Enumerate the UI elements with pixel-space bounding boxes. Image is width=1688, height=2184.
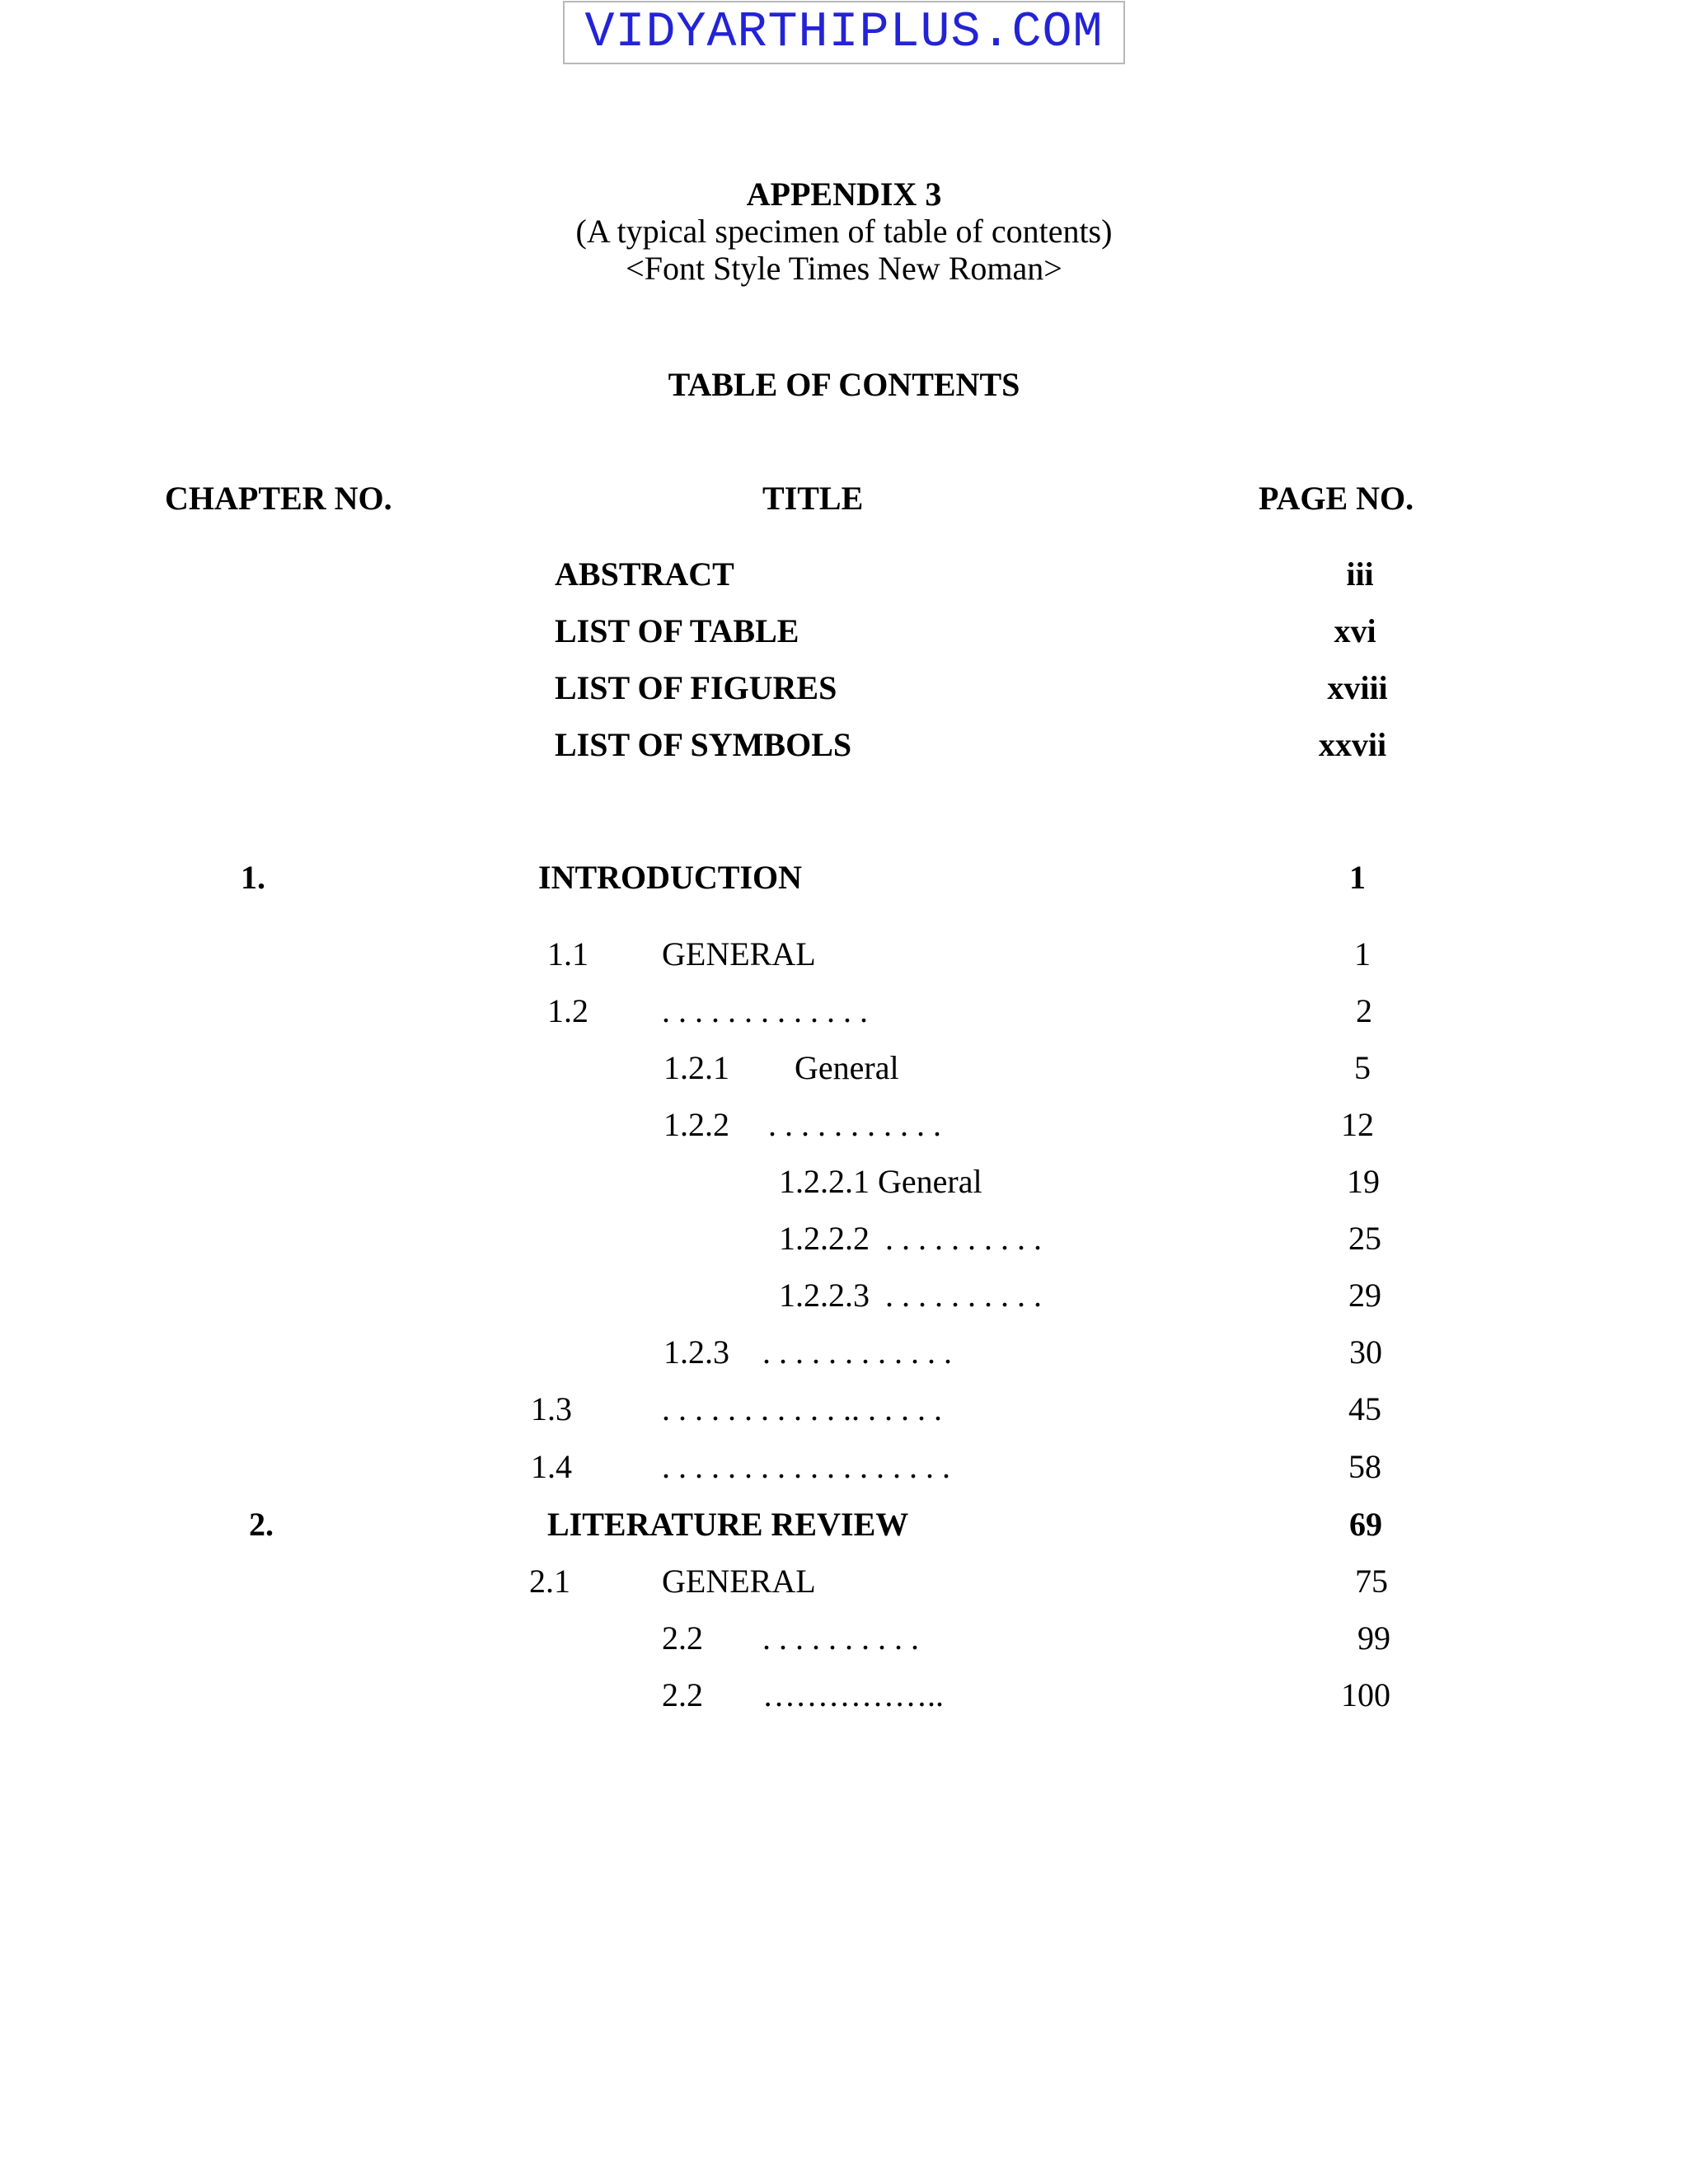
specimen-subtitle: (A typical specimen of table of contents) [575, 213, 1113, 250]
toc-entry-title: INTRODUCTION [538, 859, 803, 896]
toc-entry-number: 1.4 [531, 1448, 572, 1485]
toc-entry-page: 19 [1347, 1163, 1380, 1200]
toc-entry-page: 75 [1355, 1563, 1388, 1600]
toc-entry-number: 2.2 [662, 1676, 703, 1713]
toc-entry-title: . . . . . . . . . . [885, 1277, 1042, 1314]
toc-entry-page: 1 [1354, 935, 1371, 972]
toc-entry-title: . . . . . . . . . . . . [762, 1333, 952, 1371]
toc-entry-page: 5 [1354, 1049, 1371, 1086]
toc-entry-page: 1 [1349, 859, 1366, 896]
toc-entry-number: 1.3 [531, 1390, 572, 1427]
toc-entry-page: 29 [1348, 1277, 1381, 1314]
toc-entry-page: 30 [1349, 1333, 1382, 1371]
toc-entry-number: 1.2.2.3 [779, 1277, 870, 1314]
toc-entry-page: 58 [1348, 1448, 1381, 1485]
toc-entry-number: 2.2 [662, 1619, 703, 1657]
header-chapter-no: CHAPTER NO. [165, 480, 392, 517]
toc-entry-title: . . . . . . . . . . . . . . . . . . [662, 1448, 950, 1485]
toc-entry-number: 1.1 [547, 935, 588, 972]
toc-title-list-of-figures: LIST OF FIGURES [555, 669, 837, 706]
toc-entry-page: 2 [1356, 992, 1372, 1029]
toc-entry-title: . . . . . . . . . . . .. . . . . . [662, 1390, 942, 1427]
watermark-logo: VIDYARTHIPLUS.COM [563, 1, 1125, 64]
toc-entry-page: 100 [1341, 1676, 1390, 1713]
toc-entry-page: 69 [1349, 1506, 1382, 1543]
toc-entry-title: . . . . . . . . . . [762, 1619, 919, 1657]
toc-page-list-of-symbols: xxvii [1318, 726, 1387, 763]
header-title: TITLE [762, 480, 864, 517]
toc-chapter-number: 1. [241, 859, 265, 896]
toc-title: TABLE OF CONTENTS [668, 366, 1020, 403]
toc-entry-page: 45 [1348, 1390, 1381, 1427]
toc-entry-number: 2.1 [529, 1563, 570, 1600]
toc-entry-page: 99 [1357, 1619, 1390, 1657]
toc-entry-title: General [795, 1049, 899, 1086]
font-note: <Font Style Times New Roman> [626, 250, 1062, 287]
toc-entry-number: 1.2 [547, 992, 588, 1029]
toc-entry-title: LITERATURE REVIEW [547, 1506, 909, 1543]
toc-title-list-of-symbols: LIST OF SYMBOLS [555, 726, 852, 763]
toc-entry-page: 25 [1348, 1220, 1381, 1257]
toc-page-list-of-table: xvi [1334, 612, 1376, 649]
toc-entry-number: 1.2.2.2 [779, 1220, 870, 1257]
toc-entry-number: 1.2.3 [663, 1333, 729, 1371]
toc-entry-title: GENERAL [662, 935, 816, 972]
toc-title-abstract: ABSTRACT [555, 555, 734, 593]
toc-entry-number: 1.2.1 [663, 1049, 729, 1086]
toc-chapter-number: 2. [249, 1506, 274, 1543]
toc-title-list-of-table: LIST OF TABLE [555, 612, 799, 649]
toc-page-list-of-figures: xviii [1327, 669, 1388, 706]
toc-entry-title: …………….. [762, 1676, 944, 1713]
toc-entry-title: General [878, 1163, 982, 1200]
toc-entry-page: 12 [1341, 1106, 1374, 1143]
appendix-title: APPENDIX 3 [746, 176, 942, 213]
toc-entry-number: 1.2.2.1 [779, 1163, 870, 1200]
toc-entry-title: . . . . . . . . . . . [768, 1106, 941, 1143]
toc-entry-title: GENERAL [662, 1563, 816, 1600]
toc-entry-title: . . . . . . . . . . [885, 1220, 1042, 1257]
toc-page-abstract: iii [1346, 555, 1374, 593]
toc-entry-title: . . . . . . . . . . . . . [662, 992, 868, 1029]
header-page-no: PAGE NO. [1259, 480, 1414, 517]
toc-entry-number: 1.2.2 [663, 1106, 729, 1143]
